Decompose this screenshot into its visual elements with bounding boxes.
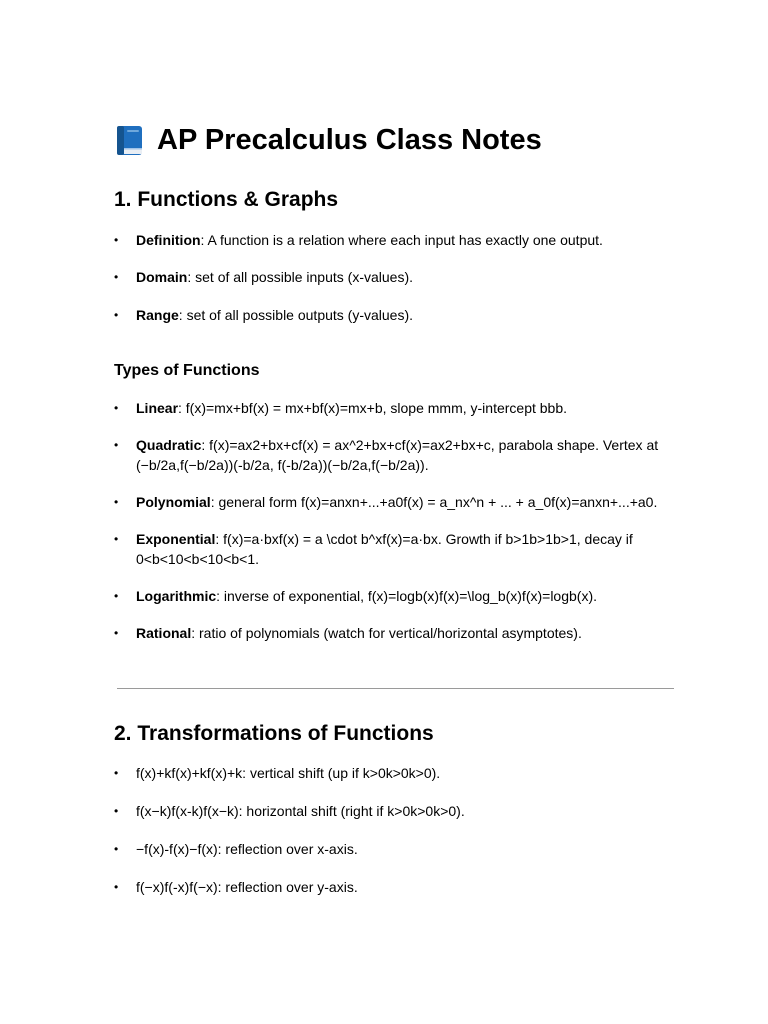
types-list [114,398,674,643]
list-item [114,305,674,325]
list-item [114,398,674,418]
list-item [114,763,674,783]
term-label: Range [136,307,179,323]
item-text: : set of all possible inputs (x-values). [187,269,413,285]
list-item [114,877,674,897]
item-text: f(x)+kf(x)+kf(x)+k: vertical shift (up if k>0k>0k>0). [136,765,441,781]
section-divider [117,688,674,689]
term-label: Definition [136,232,201,248]
bullet-icon: • [114,626,119,640]
bullet-icon: • [114,401,119,415]
item-text: : general form f(x)=anxn+...+a0f(x) = a_nx^n + ... + a_0f(x)=anxn+...+a0. [210,494,658,510]
transformations-list [114,763,674,897]
document-title [114,120,542,160]
section-1-heading: 1. Functions & Graphs [114,188,339,211]
list-item [114,623,674,643]
term-label: Linear [136,400,179,416]
term-label: Quadratic [136,437,202,453]
item-text: : A function is a relation where each input has exactly one output. [200,232,603,248]
bullet-icon: • [114,804,119,818]
bullet-icon: • [114,766,119,780]
item-text: : set of all possible outputs (y-values). [178,307,414,323]
bullet-icon: • [114,233,119,247]
term-label: Logarithmic [136,588,217,604]
bullet-icon: • [114,308,119,322]
item-text: f(−x)f(-x)f(−x): reflection over y-axis. [136,879,358,895]
list-item [114,435,674,475]
term-label: Domain [136,269,188,285]
list-item [114,801,674,821]
types-subheading: Types of Functions [114,362,260,379]
list-item [114,267,674,287]
list-item [114,586,674,606]
item-text: : ratio of polynomials (watch for vertical/horizontal asymptotes). [191,625,582,641]
bullet-icon: • [114,842,119,856]
item-text: : f(x)=a·bxf(x) = a \cdot b^xf(x)=a·bx. Growth if b>1b>1b>1, decay if 0<b<10<b<10<b<1. [136,531,633,567]
bullet-icon: • [114,880,119,894]
bullet-icon: • [114,589,119,603]
bullet-icon: • [114,270,119,284]
term-label: Rational [136,625,192,641]
document-title-text: AP Precalculus Class Notes [157,124,542,156]
list-item [114,230,674,250]
term-label: Exponential [136,531,216,547]
bullet-icon: • [114,495,119,509]
bullet-icon: • [114,532,119,546]
term-label: Polynomial [136,494,211,510]
bullet-icon: • [114,438,119,452]
blue-book-icon [114,124,145,157]
item-text: : inverse of exponential, f(x)=logb(x)f(x)=\log_b(x)f(x)=logb(x). [216,588,597,604]
definitions-list [114,230,674,325]
section-2-heading: 2. Transformations of Functions [114,722,434,745]
item-text: −f(x)-f(x)−f(x): reflection over x-axis. [136,841,358,857]
item-text: : f(x)=mx+bf(x) = mx+bf(x)=mx+b, slope mmm, y-intercept bbb. [178,400,568,416]
item-text: f(x−k)f(x-k)f(x−k): horizontal shift (right if k>0k>0k>0). [136,803,465,819]
list-item [114,839,674,859]
item-text: : f(x)=ax2+bx+cf(x) = ax^2+bx+cf(x)=ax2+bx+c, parabola shape. Vertex at (−b/2a,f(−b/2a))(-b/2a, f(-b/2a))(−b/2a,f(−b/2a)). [136,437,659,473]
list-item [114,492,674,512]
list-item [114,529,674,569]
